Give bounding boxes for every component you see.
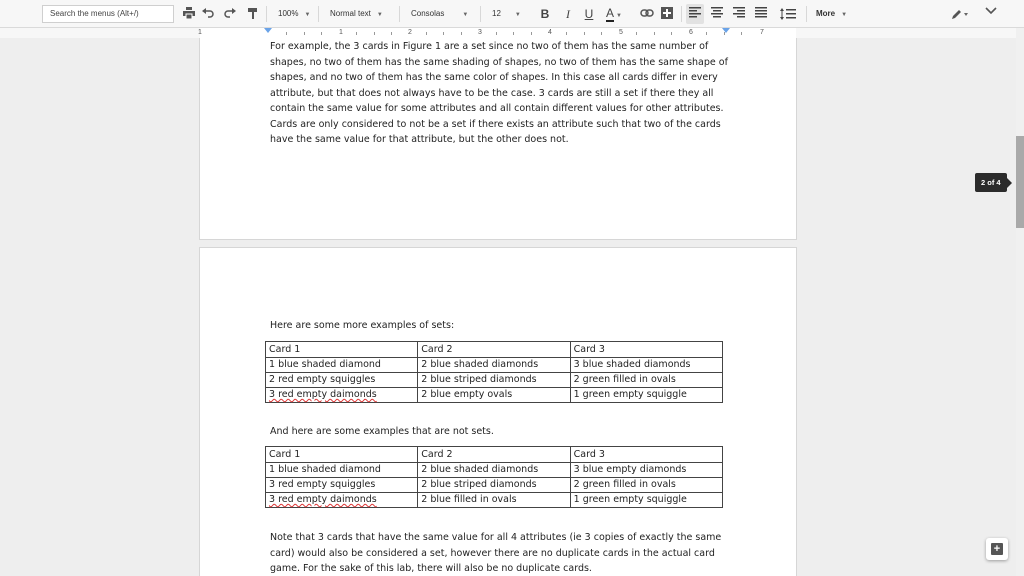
ruler[interactable] [0,28,1016,38]
more-button[interactable] [816,4,847,24]
table-cell[interactable]: 2 blue striped diamonds [418,373,570,388]
table-header-cell[interactable]: Card 3 [570,447,722,463]
ruler-mark: 1 [198,29,202,36]
table-cell[interactable] [266,388,418,403]
table-cell[interactable]: 2 blue striped diamonds [418,478,570,493]
table-cell[interactable]: 2 green filled in ovals [570,373,722,388]
font-size-value: 12 [492,9,501,18]
ruler-tick [443,32,444,35]
justify-icon[interactable] [752,4,770,24]
table-cell[interactable]: 1 blue shaded diamond [266,463,418,478]
font-select[interactable] [411,4,468,24]
ruler-tick [356,32,357,35]
table-cell[interactable]: 1 green empty squiggle [570,493,722,508]
spellcheck-word[interactable]: 3 red empty daimonds [269,494,377,505]
text-color-button[interactable] [601,4,627,24]
table-cell[interactable]: 3 blue shaded diamonds [570,358,722,373]
left-indent-marker[interactable] [264,28,272,33]
chevron-down-icon: ▼ [376,12,383,18]
toolbar-divider [399,6,400,22]
table-cell[interactable]: 1 blue shaded diamond [266,358,418,373]
chevron-down-icon: ▼ [616,13,622,19]
table-row [266,493,723,508]
table-row [266,358,723,373]
ruler-tick [741,32,742,35]
table-cell[interactable]: 2 green filled in ovals [570,478,722,493]
table-header-cell[interactable]: Card 2 [418,342,570,358]
ruler-tick [531,32,532,35]
table-cell[interactable]: 2 blue shaded diamonds [418,358,570,373]
ruler-tick [461,32,462,35]
table-cell[interactable]: 2 blue shaded diamonds [418,463,570,478]
table-cell[interactable] [266,493,418,508]
table-header-cell[interactable]: Card 3 [570,342,722,358]
ruler-tick [601,32,602,35]
not-sets-intro-text[interactable]: And here are some examples that are not sets. [270,426,494,437]
table-cell[interactable]: 1 green empty squiggle [570,388,722,403]
ruler-tick [566,32,567,35]
sets-table[interactable] [265,341,723,403]
link-icon[interactable] [638,4,656,24]
ruler-tick [636,32,637,35]
table-cell[interactable]: 2 blue empty ovals [418,388,570,403]
redo-icon[interactable] [221,4,239,24]
table-row [266,478,723,493]
table-cell[interactable]: 2 blue filled in ovals [418,493,570,508]
table-header-row [266,342,723,358]
underline-button[interactable]: U [584,7,594,21]
toolbar-divider [806,6,807,22]
chevron-down-icon: ▼ [462,12,469,18]
insert-comment-icon[interactable] [658,4,676,24]
ruler-tick [304,32,305,35]
chevron-down-icon: ▼ [514,12,521,18]
table-header-cell[interactable]: Card 2 [418,447,570,463]
toolbar [0,0,1024,28]
note-paragraph[interactable]: Note that 3 cards that have the same value for all 4 attributes (ie 3 copies of exactly the same card) would also be considered a set, however there are no duplicate cards in the actual card game. For the sake of this lab, there will also be no duplicate cards. [270,532,722,574]
scrollbar-thumb[interactable] [1016,136,1024,228]
table-header-cell[interactable]: Card 1 [266,342,418,358]
search-menus-input[interactable]: Search the menus (Alt+/) [42,5,174,23]
style-select[interactable] [330,4,383,24]
spellcheck-word[interactable]: 3 red empty daimonds [269,389,377,400]
ruler-mark: 7 [760,29,764,36]
align-right-icon[interactable] [730,4,748,24]
ruler-mark: 1 [339,29,343,36]
style-value: Normal text [330,9,371,18]
ruler-tick [584,32,585,35]
ruler-tick [286,32,287,35]
ruler-tick [496,32,497,35]
table-header-row [266,447,723,463]
chevron-down-icon: ▼ [304,12,311,18]
zoom-value: 100% [278,9,299,18]
table-row [266,388,723,403]
ruler-tick [654,32,655,35]
ruler-tick [391,32,392,35]
ruler-tick [513,32,514,35]
more-label: More [816,9,836,18]
undo-icon[interactable] [199,4,217,24]
ruler-tick [321,32,322,35]
italic-button[interactable]: I [566,7,570,21]
editing-mode-icon[interactable] [948,4,972,24]
ruler-tick [426,32,427,35]
toolbar-divider [318,6,319,22]
table-row [266,463,723,478]
bold-button[interactable]: B [540,7,550,21]
paint-format-icon[interactable] [244,4,262,24]
table-cell[interactable]: 2 red empty squiggles [266,373,418,388]
table-cell[interactable]: 3 red empty squiggles [266,478,418,493]
ruler-mark: 6 [689,29,693,36]
not-sets-table[interactable] [265,446,723,508]
add-comment-button[interactable] [986,538,1008,560]
line-spacing-icon[interactable] [776,4,800,24]
add-comment-icon: + [991,543,1003,555]
collapse-chevron-icon[interactable] [982,4,1000,24]
ruler-tick [706,32,707,35]
ruler-mark: 5 [619,29,623,36]
zoom-select[interactable] [278,4,310,24]
toolbar-divider [681,6,682,22]
table-header-cell[interactable]: Card 1 [266,447,418,463]
align-left-icon[interactable] [686,4,704,24]
table-cell[interactable]: 3 blue empty diamonds [570,463,722,478]
ruler-tick [671,32,672,35]
font-size-select[interactable] [492,4,521,24]
sets-intro-text[interactable]: Here are some more examples of sets: [270,320,455,331]
toolbar-divider [480,6,481,22]
chevron-down-icon: ▼ [841,12,848,18]
body-paragraph[interactable]: For example, the 3 cards in Figure 1 are a set since no two of them has the same number of shapes, no two of them has the same shading of shapes, no two of them has the same shape of shapes, and no two of them has the same color of shapes. In this case all cards differ in every attribute, but that does not always have to be the case. 3 cards are still a set if there they all contain the same value for some attributes and all contain different values for other attributes. Cards are only considered to not be a set if there exists an attribute such that two of the cards have the same value for that attribute, but the other does not. [270,41,728,145]
font-value: Consolas [411,9,445,18]
document-page[interactable] [199,38,797,240]
align-center-icon[interactable] [708,4,726,24]
page-indicator-badge: 2 of 4 [975,173,1007,192]
ruler-mark: 2 [408,29,412,36]
print-icon[interactable] [180,4,198,24]
toolbar-divider [266,6,267,22]
ruler-tick [374,32,375,35]
ruler-mark: 4 [548,29,552,36]
ruler-mark: 3 [478,29,482,36]
vertical-scrollbar[interactable] [1016,28,1024,576]
text-color-glyph: A [606,6,615,20]
right-indent-marker[interactable] [722,28,730,33]
document-page[interactable] [199,247,797,576]
table-row [266,373,723,388]
